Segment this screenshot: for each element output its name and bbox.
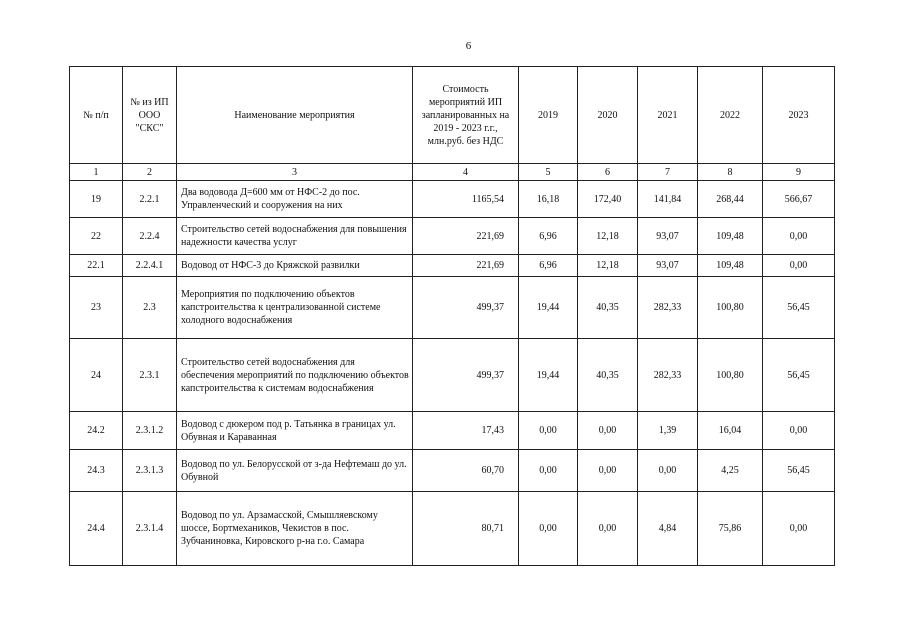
header-ip-num: № из ИП ООО "СКС" <box>123 67 177 164</box>
row-name: Водовод с дюкером под р. Татьянка в границах ул. Обувная и Караванная <box>177 412 413 450</box>
row-2021: 282,33 <box>638 277 698 339</box>
row-num: 24.2 <box>70 412 123 450</box>
row-2019: 6,96 <box>519 255 578 277</box>
row-2023: 0,00 <box>763 255 835 277</box>
row-name: Мероприятия по подключению объектов капстроительства к централизованной системе холодного водоснабжения <box>177 277 413 339</box>
column-number: 7 <box>638 164 698 181</box>
row-2023: 0,00 <box>763 492 835 566</box>
row-2021: 141,84 <box>638 181 698 218</box>
row-name: Строительство сетей водоснабжения для повышения надежности качества услуг <box>177 218 413 255</box>
row-2021: 4,84 <box>638 492 698 566</box>
row-2022: 16,04 <box>698 412 763 450</box>
header-2020: 2020 <box>578 67 638 164</box>
row-2020: 40,35 <box>578 339 638 412</box>
row-cost: 499,37 <box>413 277 519 339</box>
header-cost: Стоимость мероприятий ИП запланированных на 2019 - 2023 г.г., млн.руб. без НДС <box>413 67 519 164</box>
row-2020: 12,18 <box>578 255 638 277</box>
column-number: 2 <box>123 164 177 181</box>
investment-table <box>69 66 835 566</box>
column-number: 9 <box>763 164 835 181</box>
row-2020: 12,18 <box>578 218 638 255</box>
row-2019: 6,96 <box>519 218 578 255</box>
row-2022: 268,44 <box>698 181 763 218</box>
row-num: 24 <box>70 339 123 412</box>
table-row <box>70 218 835 255</box>
row-name: Водовод от НФС-3 до Кряжской развилки <box>177 255 413 277</box>
column-number: 3 <box>177 164 413 181</box>
row-cost: 80,71 <box>413 492 519 566</box>
row-2019: 16,18 <box>519 181 578 218</box>
row-ip-num: 2.3.1.2 <box>123 412 177 450</box>
header-2022: 2022 <box>698 67 763 164</box>
row-ip-num: 2.2.1 <box>123 181 177 218</box>
row-num: 24.3 <box>70 450 123 492</box>
row-2019: 19,44 <box>519 339 578 412</box>
row-2022: 75,86 <box>698 492 763 566</box>
row-2020: 0,00 <box>578 450 638 492</box>
row-2020: 0,00 <box>578 412 638 450</box>
row-ip-num: 2.3.1.4 <box>123 492 177 566</box>
row-num: 23 <box>70 277 123 339</box>
row-num: 22.1 <box>70 255 123 277</box>
row-num: 24.4 <box>70 492 123 566</box>
row-2019: 0,00 <box>519 450 578 492</box>
row-2021: 282,33 <box>638 339 698 412</box>
row-2021: 93,07 <box>638 255 698 277</box>
row-2023: 56,45 <box>763 450 835 492</box>
header-row <box>70 67 835 164</box>
table-row <box>70 412 835 450</box>
row-cost: 60,70 <box>413 450 519 492</box>
row-2022: 100,80 <box>698 339 763 412</box>
row-2023: 0,00 <box>763 412 835 450</box>
row-cost: 17,43 <box>413 412 519 450</box>
table-row <box>70 255 835 277</box>
row-2023: 566,67 <box>763 181 835 218</box>
column-number: 6 <box>578 164 638 181</box>
row-cost: 221,69 <box>413 218 519 255</box>
row-ip-num: 2.2.4 <box>123 218 177 255</box>
row-2020: 40,35 <box>578 277 638 339</box>
table-row <box>70 450 835 492</box>
column-number: 4 <box>413 164 519 181</box>
row-2023: 0,00 <box>763 218 835 255</box>
row-name: Водовод по ул. Белорусской от з-да Нефтемаш до ул. Обувной <box>177 450 413 492</box>
column-number: 5 <box>519 164 578 181</box>
header-2023: 2023 <box>763 67 835 164</box>
row-2019: 0,00 <box>519 412 578 450</box>
row-2023: 56,45 <box>763 339 835 412</box>
row-2021: 1,39 <box>638 412 698 450</box>
table-row <box>70 339 835 412</box>
header-num: № п/п <box>70 67 123 164</box>
header-name: Наименование мероприятия <box>177 67 413 164</box>
row-cost: 1165,54 <box>413 181 519 218</box>
row-2021: 0,00 <box>638 450 698 492</box>
row-2022: 4,25 <box>698 450 763 492</box>
row-ip-num: 2.3 <box>123 277 177 339</box>
table-row <box>70 277 835 339</box>
header-2019: 2019 <box>519 67 578 164</box>
row-2020: 172,40 <box>578 181 638 218</box>
row-cost: 499,37 <box>413 339 519 412</box>
row-2020: 0,00 <box>578 492 638 566</box>
row-num: 19 <box>70 181 123 218</box>
row-ip-num: 2.3.1.3 <box>123 450 177 492</box>
row-name: Строительство сетей водоснабжения для обеспечения мероприятий по подключению объектов капстроительства к системам водоснабжения <box>177 339 413 412</box>
column-number-row <box>70 164 835 181</box>
row-2022: 109,48 <box>698 255 763 277</box>
row-2022: 100,80 <box>698 277 763 339</box>
row-ip-num: 2.2.4.1 <box>123 255 177 277</box>
table-row <box>70 492 835 566</box>
table-row <box>70 181 835 218</box>
row-name: Два водовода Д=600 мм от НФС-2 до пос. Управленческий и сооружения на них <box>177 181 413 218</box>
row-2023: 56,45 <box>763 277 835 339</box>
row-2019: 19,44 <box>519 277 578 339</box>
column-number: 8 <box>698 164 763 181</box>
row-cost: 221,69 <box>413 255 519 277</box>
page-number: 6 <box>465 40 472 52</box>
row-num: 22 <box>70 218 123 255</box>
row-name: Водовод по ул. Арзамасской, Смышляевскому шоссе, Бортмехаников, Чекистов в пос. Зубчаниновка, Кировского р-на г.о. Самара <box>177 492 413 566</box>
row-2021: 93,07 <box>638 218 698 255</box>
header-2021: 2021 <box>638 67 698 164</box>
row-2022: 109,48 <box>698 218 763 255</box>
row-ip-num: 2.3.1 <box>123 339 177 412</box>
row-2019: 0,00 <box>519 492 578 566</box>
column-number: 1 <box>70 164 123 181</box>
